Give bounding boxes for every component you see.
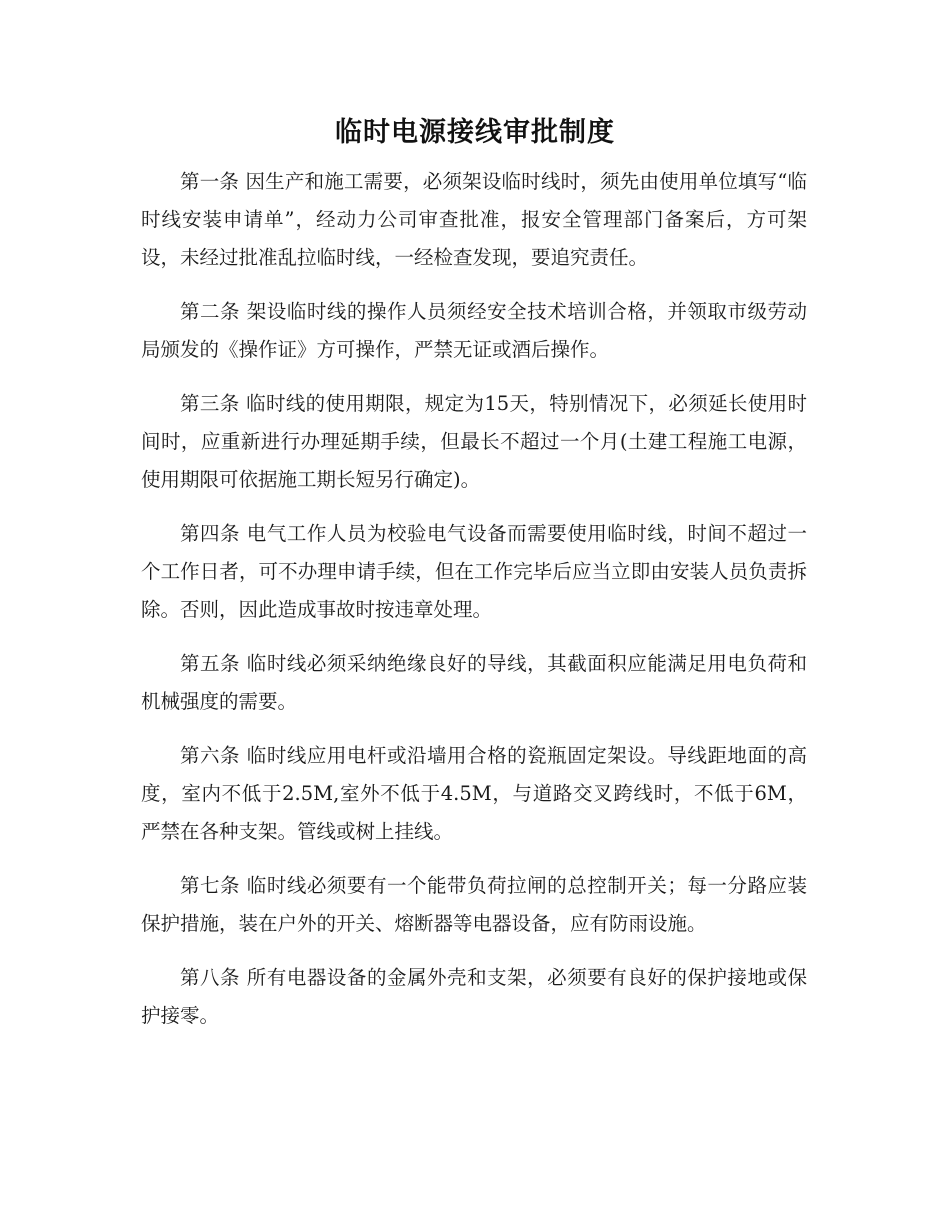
clause-2: 第二条 架设临时线的操作人员须经安全技术培训合格，并领取市级劳动局颁发的《操作证》方可操作，严禁无证或酒后操作。 — [141, 300, 807, 361]
clause-5: 第五条 临时线必须采纳绝缘良好的导线，其截面积应能满足用电负荷和机械强度的需要。 — [141, 652, 807, 713]
clause-3: 第三条 临时线的使用期限，规定为15天，特别情况下，必须延长使用时间时，应重新进行办理延期手续，但最长不超过一个月(土建工程施工电源，使用期限可依据施工期长短另行确定)。 — [141, 392, 807, 491]
clause-7: 第七条 临时线必须要有一个能带负荷拉闸的总控制开关；每一分路应装保护措施，装在户外的开关、熔断器等电器设备，应有防雨设施。 — [141, 874, 807, 935]
page-title: 临时电源接线审批制度 — [335, 117, 615, 148]
clause-6: 第六条 临时线应用电杆或沿墙用合格的瓷瓶固定架设。导线距地面的高度，室内不低于2.5M,室外不低于4.5M，与道路交叉跨线时，不低于6M，严禁在各种支架。管线或树上挂线。 — [141, 744, 807, 843]
clause-1: 第一条 因生产和施工需要，必须架设临时线时，须先由使用单位填写“临时线安装申请单”，经动力公司审查批准，报安全管理部门备案后，方可架设，未经过批准乱拉临时线，一经检查发现，要追究责任。 — [141, 170, 807, 269]
document-body — [141, 163, 807, 1051]
clause-8: 第八条 所有电器设备的金属外壳和支架，必须要有良好的保护接地或保护接零。 — [141, 966, 807, 1027]
clause-4: 第四条 电气工作人员为校验电气设备而需要使用临时线，时间不超过一个工作日者，可不办理申请手续，但在工作完毕后应当立即由安装人员负责拆除。否则，因此造成事故时按违章处理。 — [141, 522, 807, 621]
